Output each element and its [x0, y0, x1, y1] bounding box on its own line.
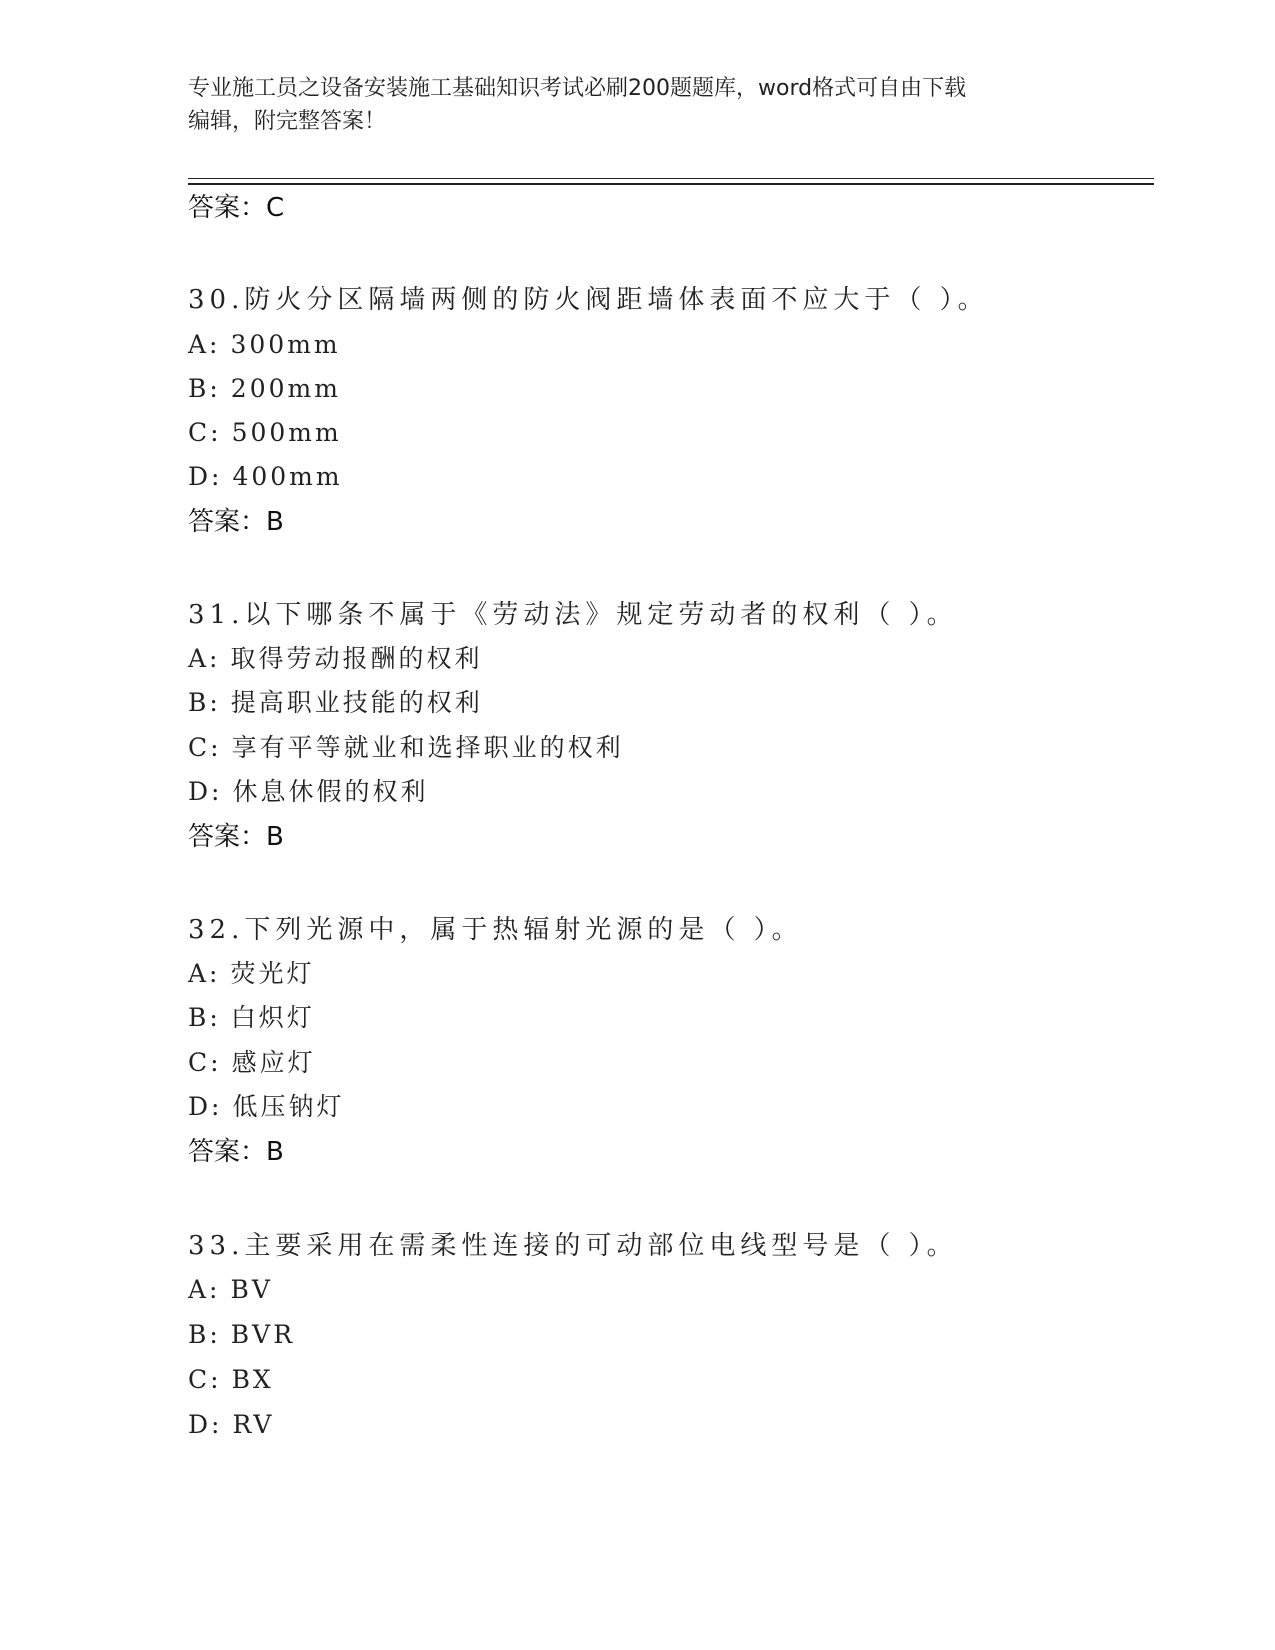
header-divider-thin	[188, 178, 1154, 179]
option-text: 400mm	[232, 462, 343, 491]
header-divider-thick	[188, 183, 1154, 185]
header-line-2: 编辑，附完整答案！	[188, 109, 387, 134]
option-text: 提高职业技能的权利	[230, 688, 483, 717]
option-text: BVR	[230, 1320, 296, 1349]
option-a: A: 300mm	[188, 330, 341, 359]
header-line-1: 专业施工员之设备安装施工基础知识考试必刷200题题库，word格式可自由下载	[188, 76, 967, 101]
option-d: D: 休息休假的权利	[188, 777, 429, 806]
option-b: B: BVR	[188, 1320, 296, 1349]
option-text: 休息休假的权利	[232, 777, 429, 806]
option-text: 享有平等就业和选择职业的权利	[231, 733, 624, 762]
option-d: D: 低压钠灯	[188, 1092, 345, 1121]
question-title: 33.主要采用在需柔性连接的可动部位电线型号是（ ）。	[188, 1231, 958, 1261]
option-text: 300mm	[230, 330, 341, 359]
option-b: B: 白炽灯	[188, 1003, 315, 1032]
option-text: RV	[232, 1410, 275, 1439]
option-text: BV	[230, 1275, 273, 1304]
option-text: 200mm	[230, 374, 341, 403]
option-text: 取得劳动报酬的权利	[230, 644, 483, 673]
question-title: 31.以下哪条不属于《劳动法》规定劳动者的权利（ ）。	[188, 600, 958, 630]
option-a: A: BV	[188, 1275, 273, 1304]
option-text: 感应灯	[231, 1048, 316, 1077]
option-d: D: 400mm	[188, 462, 343, 491]
option-c: C: 500mm	[188, 418, 342, 447]
option-a: A: 取得劳动报酬的权利	[188, 644, 483, 673]
previous-answer: 答案：C	[188, 193, 285, 223]
option-text: 500mm	[231, 418, 342, 447]
option-d: D: RV	[188, 1410, 275, 1439]
option-text: 白炽灯	[230, 1003, 315, 1032]
option-text: 荧光灯	[230, 959, 315, 988]
option-c: C: 感应灯	[188, 1048, 316, 1077]
option-b: B: 200mm	[188, 374, 341, 403]
option-b: B: 提高职业技能的权利	[188, 688, 483, 717]
option-c: C: 享有平等就业和选择职业的权利	[188, 733, 624, 762]
answer: 答案：B	[188, 1137, 284, 1167]
option-text: 低压钠灯	[232, 1092, 345, 1121]
option-c: C: BX	[188, 1365, 274, 1394]
option-a: A: 荧光灯	[188, 959, 315, 988]
question-title: 30.防火分区隔墙两侧的防火阀距墙体表面不应大于（ ）。	[188, 285, 989, 315]
question-title: 32.下列光源中，属于热辐射光源的是（ ）。	[188, 915, 803, 945]
answer: 答案：B	[188, 822, 284, 852]
answer: 答案：B	[188, 507, 284, 537]
document-header	[188, 72, 1088, 138]
option-text: BX	[231, 1365, 274, 1394]
